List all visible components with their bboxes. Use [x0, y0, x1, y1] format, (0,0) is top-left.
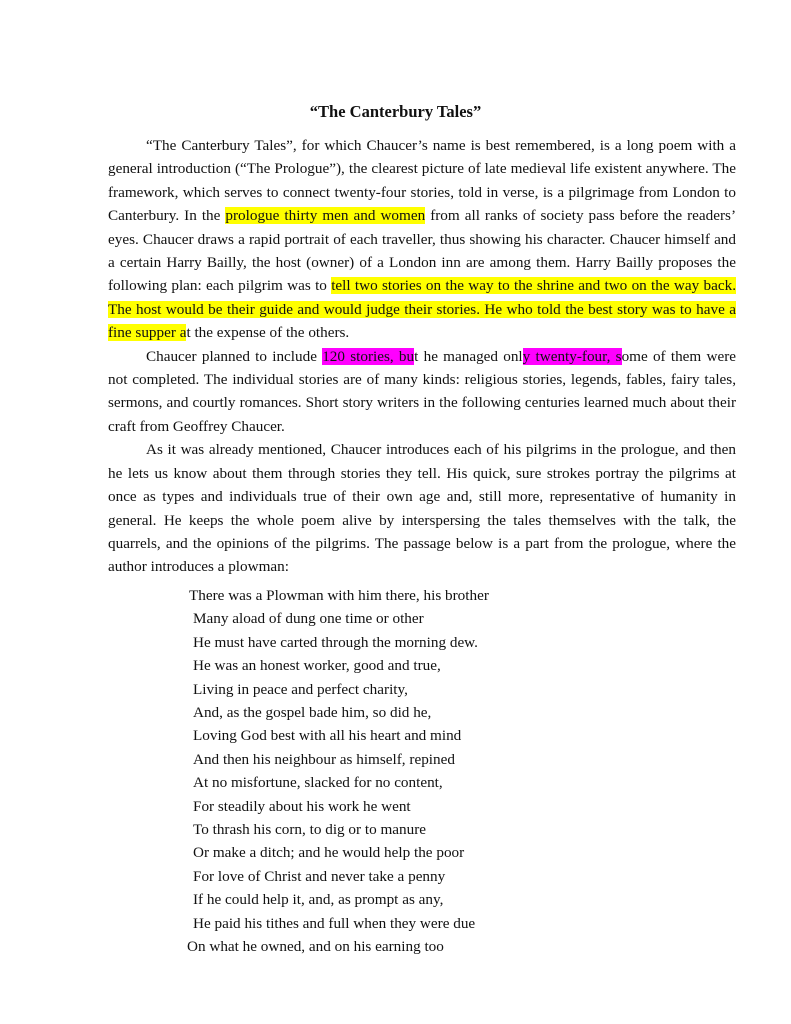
highlighted-text-yellow: prologue thirty men and women: [225, 207, 426, 225]
poem-line: If he could help it, and, as prompt as any,: [193, 891, 444, 909]
poem-line: Living in peace and perfect charity,: [193, 680, 408, 698]
paragraph-2: [108, 345, 736, 439]
page-title: “The Canterbury Tales”: [309, 102, 482, 121]
paragraph-3: [108, 438, 736, 578]
poem-line: And, as the gospel bade him, so did he,: [193, 704, 432, 722]
poem-line: On what he owned, and on his earning too: [187, 938, 444, 956]
poem-line: He paid his tithes and full when they were due: [193, 914, 476, 932]
text-segment: ome of them were not completed. The individual stories are of many kinds: religious stories, legends, fables, fairy tales, sermons, and courtly romances. Short story writers in the following centuries learned much about their craft from Geoffrey Chaucer.: [108, 347, 736, 435]
highlighted-text-yellow: tell two stories on the way to the shrine and two on the way back. The host would be their guide and would judge their stories. He who told the best story was to have a fine supper a: [108, 277, 736, 342]
poem-line: He was an honest worker, good and true,: [193, 657, 441, 675]
highlighted-text-magenta: y twenty-four, s: [522, 347, 622, 365]
poem-line: At no misfortune, slacked for no content,: [193, 774, 443, 792]
text-segment: t the expense of the others.: [186, 324, 350, 342]
text-segment: As it was already mentioned, Chaucer introduces each of his pilgrims in the prologue, and then he lets us know about them through stories they tell. His quick, sure strokes portray the pilgrims at once as types and individuals true of their own age and, still more, representative of humanity in general. He keeps the whole poem alive by interspersing the tales themselves with the talk, the quarrels, and the opinions of the pilgrims. The passage below is a part from the prologue, where the author introduces a plowman:: [108, 441, 736, 576]
highlighted-text-magenta: 120 stories, bu: [322, 347, 415, 365]
text-segment: Chaucer planned to include: [146, 347, 323, 365]
poem-line: For love of Christ and never take a penny: [193, 867, 446, 885]
text-segment: “The Canterbury Tales”, for which Chaucer’s name is best remembered, is a long poem with a general introduction (“The Prologue”), the clearest picture of late medieval life existent anywhere. The framework, which serves to connect twenty-four stories, told in verse, is a pilgrimage from London to Canterbury. In the: [108, 137, 736, 225]
poem-line: There was a Plowman with him there, his brother: [189, 587, 489, 604]
poem-line: Many aload of dung one time or other: [193, 610, 424, 628]
poem-line: For steadily about his work he went: [193, 797, 411, 815]
body-text: [108, 134, 736, 579]
poem-line: And then his neighbour as himself, repined: [193, 750, 455, 768]
poem-line: Loving God best with all his heart and mind: [193, 727, 462, 745]
paragraph-1: [108, 134, 736, 345]
poem-line: He must have carted through the morning dew.: [193, 633, 478, 651]
text-segment: from all ranks of society pass before the readers’ eyes. Chaucer draws a rapid portrait of each traveller, thus showing his character. Chaucer himself and a certain Harry Bailly, the host (owner) of a London inn are among them. Harry Bailly proposes the following plan: each pilgrim was to: [108, 207, 737, 295]
poem-excerpt: [189, 584, 489, 959]
poem-line: To thrash his corn, to dig or to manure: [193, 821, 427, 839]
text-segment: t he managed onl: [414, 347, 523, 365]
poem-line: Or make a ditch; and he would help the poor: [193, 844, 465, 862]
